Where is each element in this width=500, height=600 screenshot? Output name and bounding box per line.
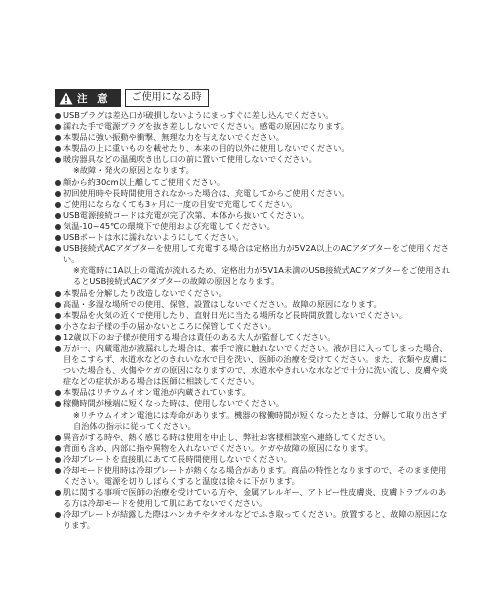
list-item [55, 387, 450, 398]
item-text: 12歳以下のお子様が使用する場合は責任のある大人が監督してください。 [63, 331, 336, 342]
item-text: 気温-10~45℃の環境下で使用および充電してください。 [63, 220, 275, 231]
list-item [55, 110, 450, 121]
item-text: 万が一、内蔵電池が液漏れした場合は、素手で液に触れないでください。液が目に入ってしまった場合、目をこすらず、水道水などのきれいな水で目を洗い、医師の治療を受けてください。また、衣類や皮膚についた場合も、火傷やケガの原因になりますので、水道水やきれいな水などで十分に洗い流し、皮膚や炎症などの症状がある場合は医師に相談してください。 [63, 342, 448, 387]
list-item [55, 310, 450, 321]
item-text: ご使用にならなくても3ヶ月に一度の目安で充電してください。 [63, 198, 298, 209]
caution-label [55, 89, 121, 107]
item-text: 本製品はリチウムイオン電池が内蔵されています。 [63, 387, 251, 398]
item-text: 顔から約30cm以上離してご使用ください。 [63, 176, 226, 187]
list-item [55, 487, 450, 509]
list-item [55, 188, 450, 199]
item-note: ※リチウムイオン電池には寿命があります。機器の稼働時間が短くなったときは、分解して取り出さず自治体の指示に従ってください。 [73, 409, 447, 431]
list-item [55, 243, 450, 287]
item-text: 冷却プレートが結露した際はハンカチやタオルなどでふき取ってください。放置すると、故障の原因になります。 [63, 509, 448, 531]
item-text: 高温・多湿な場所での使用、保管、設置はしないでください。故障の原因になります。 [63, 298, 382, 309]
list-item [55, 465, 450, 487]
list-item [55, 454, 450, 465]
warning-triangle-icon [59, 92, 73, 105]
item-note: ※故障・発火の原因となります。 [73, 165, 194, 176]
list-item [55, 143, 450, 154]
list-item [55, 299, 450, 310]
item-text: 肌に関する事項で医師の治療を受けている方や、金属アレルギー、アトピー性皮膚炎、皮膚トラブルのある方は冷却モードを使用して肌にあてないでください。 [63, 487, 447, 509]
item-text: 冷却プレートを直接肌にあてて長時間使用しないでください。 [63, 453, 292, 464]
list-item [55, 221, 450, 232]
item-text: 冷却モード使用時は冷却プレートが熱くなる場合があります。商品の特性となりますので、そのまま使用ください。電源を切りしばらくすると温度は徐々に下がります。 [63, 465, 447, 487]
item-text: USB電源接続コードは充電が完了次第、本体から抜いてください。 [63, 209, 310, 220]
item-text: 暖房器具などの温風吹き出し口の前に置いて使用しないでください。 [63, 154, 317, 165]
list-item [55, 398, 450, 431]
list-item [55, 232, 450, 243]
list-item [55, 332, 450, 343]
item-text: 本製品に強い振動や衝撃、無理な力を与えないでください。 [63, 132, 285, 143]
list-item [55, 199, 450, 210]
list-item [55, 343, 450, 387]
section-header [55, 89, 209, 107]
item-text: 本製品を火気の近くで使用したり、直射日光に当たる場所など長時間放置しないでください。 [63, 309, 407, 320]
item-text: 濡れた手で電源プラグを抜き差ししないでください。感電の原因になります。 [63, 121, 349, 132]
list-item [55, 509, 450, 531]
precaution-list [55, 110, 450, 532]
item-text: 異音がする時や、熱く感じる時は使用を中止し、弊社お客様相談室へ連絡してください。 [63, 431, 391, 442]
item-text: 背面も含め、内部に指や異物を入れないでください。ケガや故障の原因になります。 [63, 442, 373, 453]
item-text: 稼働時間が極端に短くなった時は、使用しないでください。 [63, 398, 285, 409]
item-text: 本製品の上に重いものを載せたり、本来の目的以外に使用しないでください。 [63, 143, 350, 154]
item-text: USB接続式ACアダプターを使用して充電する場合は定格出力が5V2A以上のACアダプターをご使用ください。 [63, 243, 449, 265]
list-item [55, 177, 450, 188]
list-item [55, 121, 450, 132]
item-text: USBプラグは差込口が破損しないようにまっすぐに差し込んでください。 [63, 110, 334, 120]
list-item [55, 288, 450, 299]
item-note: ※充電時に1A以上の電流が流れるため、定格出力が5V1A未満のUSB接続式ACアダプターをご使用されるとUSB接続式ACアダプターの故障の原因となります。 [73, 265, 450, 287]
list-item [55, 154, 450, 176]
item-text: 初回使用時や長時間使用されなかった場合は、充電してからご使用ください。 [63, 187, 350, 198]
caution-text: 注 意 [77, 92, 111, 105]
list-item [55, 132, 450, 143]
list-item [55, 432, 450, 443]
list-item [55, 210, 450, 221]
item-text: USBポートは水に濡れないようにしてください。 [63, 232, 244, 243]
item-text: 本製品を分解したり改造しないでください。 [63, 287, 227, 298]
usage-title: ご使用になる時 [125, 89, 209, 107]
item-text: 小さなお子様の手の届かないところに保管してください。 [63, 320, 276, 331]
list-item [55, 443, 450, 454]
list-item [55, 321, 450, 332]
